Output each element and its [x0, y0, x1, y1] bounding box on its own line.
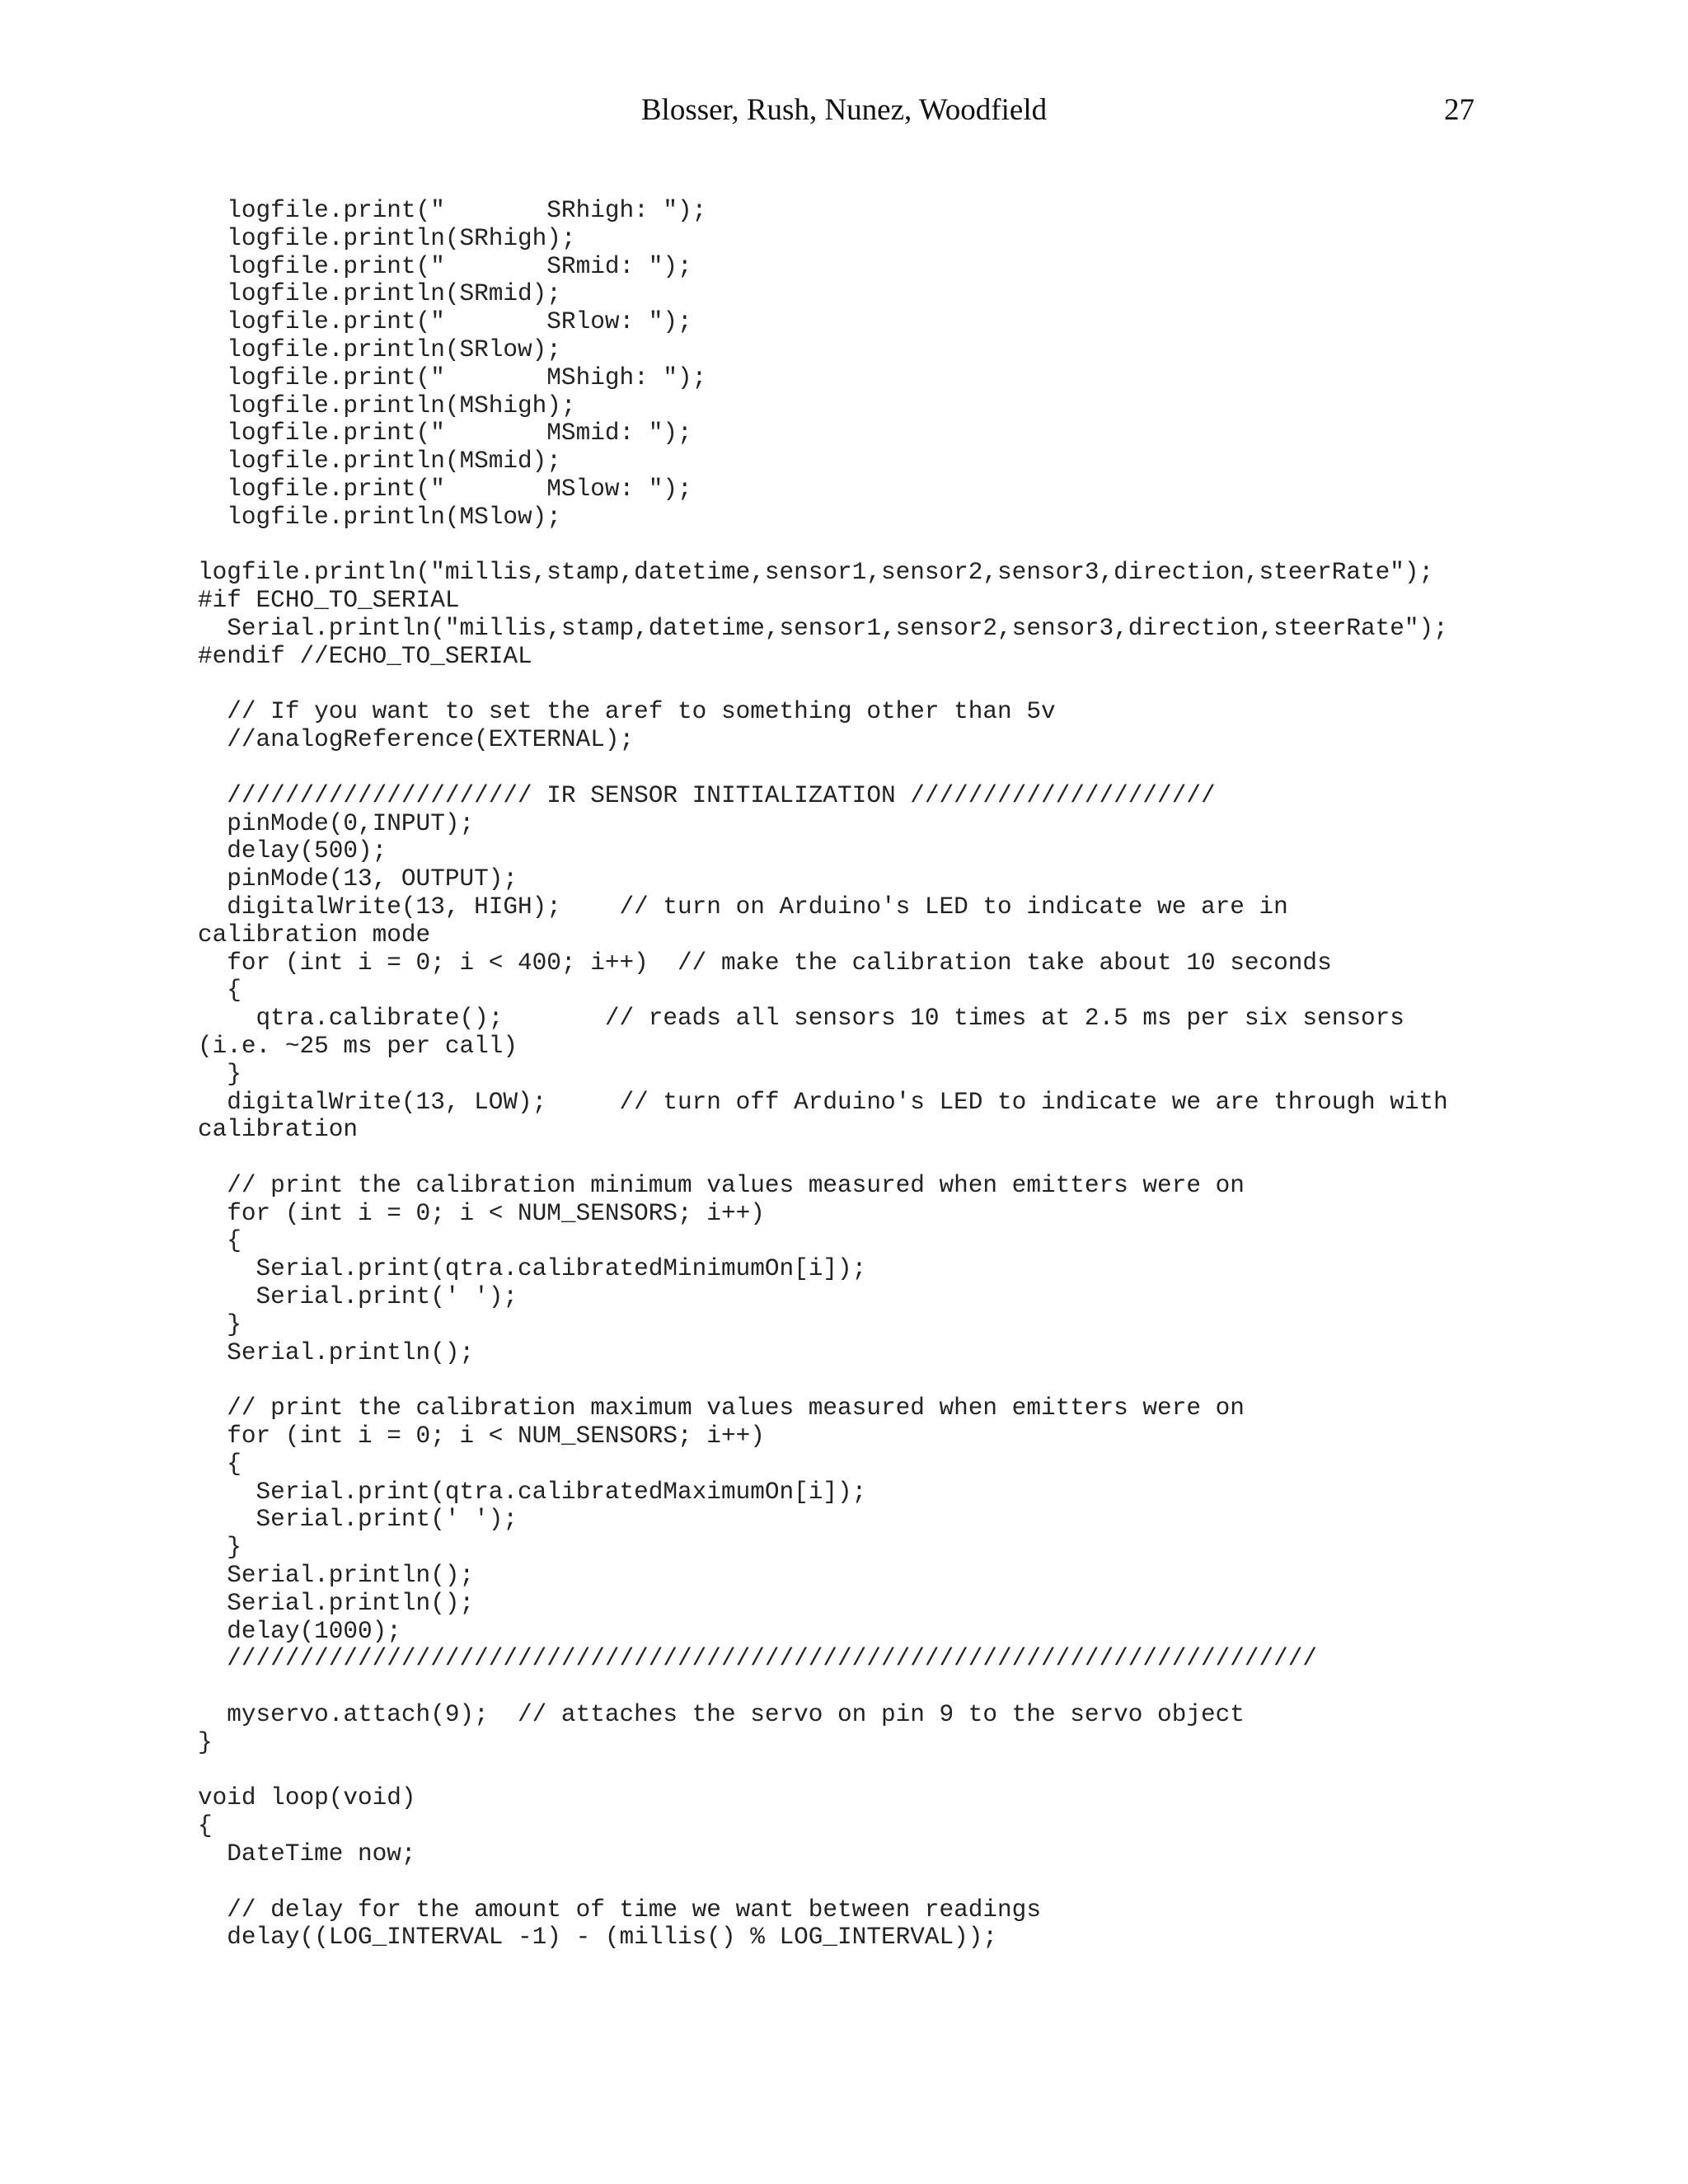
code-line: //analogReference(EXTERNAL); — [198, 726, 635, 754]
code-line: logfile.print(" SRlow: "); — [198, 308, 692, 336]
code-line — [198, 1757, 1500, 1785]
code-line: digitalWrite(13, LOW); // turn off Arduino's LED to indicate we are through with — [198, 1088, 1448, 1116]
code-line: logfile.println(SRmid); — [198, 280, 561, 308]
code-line: } — [198, 1728, 213, 1756]
code-line — [198, 671, 1500, 699]
code-line: } — [198, 1060, 241, 1088]
code-line: logfile.print(" MShigh: "); — [198, 363, 707, 391]
code-line: Serial.println(); — [198, 1562, 475, 1590]
code-line — [198, 1144, 1500, 1172]
code-line: delay(500); — [198, 837, 387, 865]
code-listing — [198, 197, 1500, 1952]
code-line: qtra.calibrate(); // reads all sensors 10 times at 2.5 ms per six sensors — [198, 1005, 1404, 1033]
code-line: Serial.println("millis,stamp,datetime,sensor1,sensor2,sensor3,direction,steerRate"); — [198, 614, 1448, 642]
code-line: calibration mode — [198, 921, 431, 949]
code-line: /////////////////////////////////////////////////////////////////////////// — [198, 1645, 1318, 1673]
code-line: delay((LOG_INTERVAL -1) - (millis() % LOG_INTERVAL)); — [198, 1924, 998, 1952]
code-line: logfile.println(SRlow); — [198, 335, 561, 363]
code-line — [198, 754, 1500, 782]
code-line: delay(1000); — [198, 1617, 401, 1645]
code-line: } — [198, 1534, 241, 1562]
code-line: { — [198, 1812, 213, 1840]
code-line: // If you want to set the aref to something other than 5v — [198, 698, 1056, 726]
running-head-authors: Blosser, Rush, Nunez, Woodfield — [640, 93, 1048, 127]
running-head — [0, 92, 1688, 138]
code-line: // print the calibration minimum values measured when emitters were on — [198, 1171, 1245, 1199]
code-line: Serial.println(); — [198, 1338, 475, 1366]
code-line: digitalWrite(13, HIGH); // turn on Arduino's LED to indicate we are in — [198, 893, 1288, 921]
code-line: for (int i = 0; i < NUM_SENSORS; i++) — [198, 1422, 765, 1451]
code-line: DateTime now; — [198, 1840, 416, 1868]
code-line: logfile.print(" MSmid: "); — [198, 419, 692, 448]
code-line: logfile.println(SRhigh); — [198, 224, 576, 252]
code-line: { — [198, 1450, 241, 1478]
code-line: logfile.print(" SRmid: "); — [198, 252, 692, 280]
code-line: Serial.print(' '); — [198, 1506, 518, 1534]
code-line: Serial.print(qtra.calibratedMaximumOn[i]); — [198, 1478, 867, 1506]
code-line: logfile.println("millis,stamp,datetime,sensor1,sensor2,sensor3,direction,steerRate"); — [198, 559, 1434, 587]
code-line: // delay for the amount of time we want between readings — [198, 1896, 1041, 1924]
code-line: { — [198, 977, 241, 1005]
code-line: logfile.println(MSlow); — [198, 503, 561, 531]
code-line: logfile.println(MSmid); — [198, 448, 561, 476]
code-line: #if ECHO_TO_SERIAL — [198, 587, 460, 615]
code-line: logfile.println(MShigh); — [198, 391, 576, 419]
code-line: logfile.print(" SRhigh: "); — [198, 197, 707, 224]
code-line: logfile.print(" MSlow: "); — [198, 475, 692, 503]
code-line: ///////////////////// IR SENSOR INITIALIZATION ///////////////////// — [198, 781, 1216, 809]
code-line: Serial.println(); — [198, 1589, 475, 1617]
code-line — [198, 1366, 1500, 1394]
code-line: pinMode(0,INPUT); — [198, 809, 475, 837]
code-line: } — [198, 1310, 241, 1338]
code-line: myservo.attach(9); // attaches the servo on pin 9 to the servo object — [198, 1701, 1245, 1729]
code-line: void loop(void) — [198, 1784, 416, 1812]
code-line: { — [198, 1227, 241, 1255]
code-line: Serial.print(qtra.calibratedMinimumOn[i]); — [198, 1255, 867, 1283]
code-line: for (int i = 0; i < NUM_SENSORS; i++) — [198, 1199, 765, 1227]
code-line — [198, 532, 1500, 560]
code-line: (i.e. ~25 ms per call) — [198, 1032, 518, 1060]
code-line — [198, 1673, 1500, 1701]
page-number: 27 — [1444, 93, 1475, 127]
code-line: // print the calibration maximum values measured when emitters were on — [198, 1394, 1245, 1422]
code-line: calibration — [198, 1116, 359, 1144]
code-line: pinMode(13, OUTPUT); — [198, 865, 518, 893]
code-line: Serial.print(' '); — [198, 1283, 518, 1311]
code-line: for (int i = 0; i < 400; i++) // make the calibration take about 10 seconds — [198, 949, 1332, 977]
code-line — [198, 1868, 1500, 1896]
code-line: #endif //ECHO_TO_SERIAL — [198, 642, 532, 670]
